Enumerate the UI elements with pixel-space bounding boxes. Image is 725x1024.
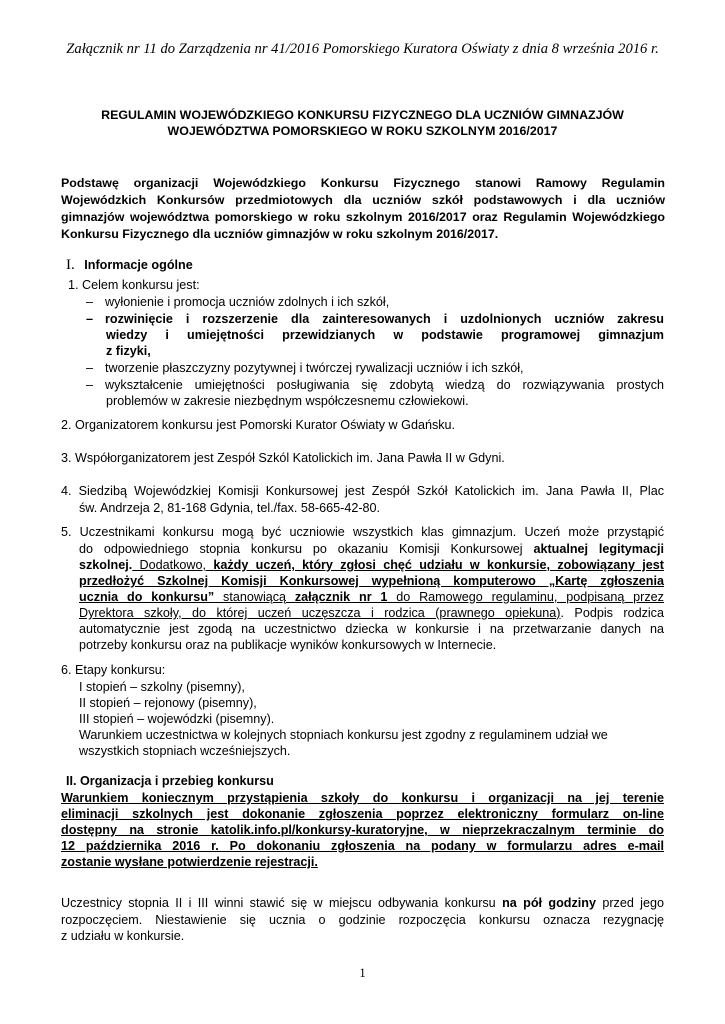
goal-item: – rozwinięcie i rozszerzenie dla zainteresowanych i uzdolnionych uczniów zakresu	[86, 312, 664, 326]
item-5-line: szkolnej. Dodatkowo, każdy uczeń, który zgłosi chęć udziału w konkursie, zobowiązany jest	[79, 558, 664, 572]
item-5-line: automatycznie jest zgodą na uczestnictwo dziecka w konkursie i na przetwarzanie danych na	[79, 622, 664, 636]
goals-intro: 1. Celem konkursu jest:	[68, 278, 200, 292]
item-3: 3. Współorganizatorem jest Zespół Szkól Katolickich im. Jana Pawła II w Gdyni.	[61, 451, 505, 465]
attendance-line: Uczestnicy stopnia II i III winni stawić się w miejscu odbywania konkursu na pół godziny przed jego	[61, 896, 664, 910]
requirement-line: zostanie wysłane potwierdzenie rejestracji.	[61, 855, 318, 869]
goal-item: – tworzenie płaszczyzny pozytywnej i twórczej rywalizacji uczniów i ich szkół,	[86, 361, 524, 375]
goal-item: – wyłonienie i promocja uczniów zdolnych i ich szkół,	[86, 295, 390, 309]
goal-item-continued: wiedzy i umiejętności przewidzianych w podstawie programowej gimnazjum	[106, 328, 664, 342]
stage-item: I stopień – szkolny (pisemny),	[79, 680, 245, 694]
attachment-header: Załącznik nr 11 do Zarządzenia nr 41/2016 Pomorskiego Kuratora Oświaty z dnia 8 września 2016 r.	[66, 41, 659, 57]
document-title	[50, 107, 675, 139]
item-2: 2. Organizatorem konkursu jest Pomorski Kurator Oświaty w Gdańsku.	[61, 418, 456, 432]
item-5-line: przedłożyć Szkolnej Komisji Konkursowej wypełnioną komputerowo „Kartę zgłoszenia	[79, 574, 664, 588]
requirement-line: eliminacji szkolnych jest dokonanie zgłoszenia poprzez elektroniczny formularz on-line	[61, 807, 664, 821]
stage-note: wszystkich stopniach wcześniejszych.	[79, 744, 291, 758]
section-numeral: I.	[66, 257, 75, 273]
section-2-heading: II. Organizacja i przebieg konkursu	[66, 774, 274, 788]
goal-item: – wykształcenie umiejętności posługiwania się zdobytą wiedzą do rozwiązywania prostych	[86, 378, 664, 392]
item-5-line: do odpowiedniego stopnia konkursu po okazaniu Komisji Konkursowej aktualnej legitymacji	[79, 542, 664, 556]
item-4: 4. Siedzibą Wojewódzkiej Komisji Konkursowej jest Zespół Szkół Katolickich im. Jana Pawła II, Plac	[61, 484, 664, 498]
stage-item: II stopień – rejonowy (pisemny),	[79, 696, 257, 710]
stage-item: III stopień – wojewódzki (pisemny).	[79, 712, 275, 726]
requirement-line: 12 października 2016 r. Po dokonaniu zgłoszenia na podany w formularzu adres e-mail	[61, 839, 664, 853]
item-6: 6. Etapy konkursu:	[61, 663, 166, 677]
goal-item-continued: z fizyki,	[106, 344, 151, 358]
item-5: 5. Uczestnikami konkursu mogą być uczniowie wszystkich klas gimnazjum. Uczeń może przystąpić	[61, 525, 664, 539]
attendance-line: z udziału w konkursie.	[61, 929, 185, 943]
section-1-heading	[66, 257, 193, 274]
title-line: REGULAMIN WOJEWÓDZKIEGO KONKURSU FIZYCZNEGO DLA UCZNIÓW GIMNAZJÓW	[101, 108, 624, 122]
item-4-continued: św. Andrzeja 2, 81-168 Gdynia, tel./fax. 58-665-42-80.	[79, 501, 381, 515]
item-5-line: ucznia do konkursu” stanowiącą załącznik nr 1 do Ramowego regulaminu, podpisaną przez	[79, 590, 664, 604]
requirement-line: Warunkiem koniecznym przystąpienia szkoły do konkursu i organizacji na jej terenie	[61, 791, 664, 805]
item-5-line: Dyrektora szkoły, do której uczeń uczęszcza i rodzica (prawnego opiekuna). Podpis rodzica	[79, 606, 664, 620]
page-number: 1	[359, 966, 366, 980]
title-line: WOJEWÓDZTWA POMORSKIEGO W ROKU SZKOLNYM 2016/2017	[167, 124, 558, 138]
requirement-line: dostępny na stronie katolik.info.pl/konkursy-kuratoryjne, w nieprzekraczalnym terminie do	[61, 823, 664, 837]
attendance-line: rozpoczęciem. Niestawienie się ucznia o godzinie rozpoczęcia konkursu oznacza rezygnację	[61, 913, 664, 927]
item-5-line: potrzeby konkursu oraz na publikacje wyników konkursowych w Internecie.	[79, 638, 497, 652]
intro-paragraph: Podstawę organizacji Wojewódzkiego Konkursu Fizycznego stanowi Ramowy Regulamin Wojewódzkich Konkursów przedmiotowych dla uczniów szkół podstawowych i dla uczniów gimnazjów województwa pomorskiego w roku szkolnym 2016/2017 oraz Regulamin Wojewódzkiego Konkursu Fizycznego dla uczniów gimnazjów w roku szkolnym 2016/2017.	[61, 176, 665, 241]
stage-note: Warunkiem uczestnictwa w kolejnych stopniach konkursu jest zgodny z regulaminem udział we	[79, 728, 608, 742]
section-title: Informacje ogólne	[84, 258, 193, 272]
goal-item-continued: problemów w zakresie niezbędnym współczesnemu człowiekowi.	[106, 394, 469, 408]
